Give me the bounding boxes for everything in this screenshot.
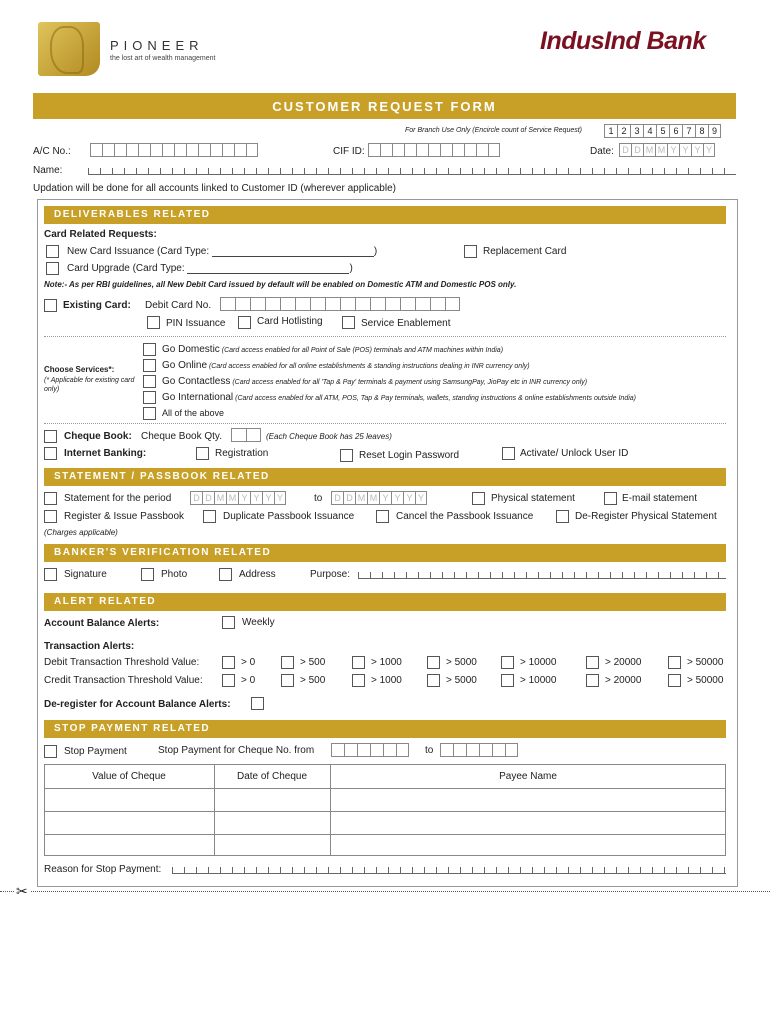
table-cell[interactable] bbox=[45, 789, 213, 810]
date-box[interactable]: M bbox=[355, 491, 367, 505]
char-box[interactable] bbox=[464, 143, 476, 157]
date-box[interactable]: Y bbox=[403, 491, 415, 505]
threshold-label: > 5000 bbox=[446, 675, 477, 686]
hotlisting-checkbox[interactable] bbox=[238, 316, 251, 329]
cut-line bbox=[0, 891, 770, 892]
date-box[interactable]: Y bbox=[379, 491, 391, 505]
existing-card-checkbox[interactable] bbox=[44, 299, 57, 312]
branch-count-box[interactable]: 3 bbox=[630, 124, 643, 138]
hotlisting-label: Card Hotlisting bbox=[257, 316, 323, 327]
statement-from-date[interactable] bbox=[190, 491, 286, 505]
threshold-checkbox[interactable] bbox=[668, 656, 681, 669]
scissors-icon: ✂ bbox=[16, 883, 28, 899]
email-statement-checkbox[interactable] bbox=[604, 492, 617, 505]
threshold-label: > 0 bbox=[241, 675, 256, 686]
address-label: Address bbox=[239, 569, 276, 580]
char-box[interactable] bbox=[370, 743, 383, 757]
replacement-label: Replacement Card bbox=[483, 246, 567, 257]
table-row-divider bbox=[44, 834, 726, 835]
threshold-checkbox[interactable] bbox=[281, 656, 294, 669]
threshold-checkbox[interactable] bbox=[668, 674, 681, 687]
char-box[interactable] bbox=[383, 743, 396, 757]
threshold-label: > 20000 bbox=[605, 675, 642, 686]
date-box[interactable]: Y bbox=[274, 491, 286, 505]
threshold-checkbox[interactable] bbox=[586, 674, 599, 687]
txn-alerts-label: Transaction Alerts: bbox=[44, 641, 135, 652]
char-box[interactable] bbox=[380, 143, 392, 157]
char-box[interactable] bbox=[505, 743, 518, 757]
date-label: Date: bbox=[590, 146, 614, 157]
physical-statement-label: Physical statement bbox=[491, 493, 575, 504]
dereg-alerts-label: De-register for Account Balance Alerts: bbox=[44, 699, 231, 710]
duplicate-passbook-label: Duplicate Passbook Issuance bbox=[223, 511, 355, 522]
brand-name: PIONEER bbox=[110, 38, 204, 53]
date-box[interactable]: D bbox=[202, 491, 214, 505]
char-box[interactable] bbox=[430, 297, 445, 311]
ac-number-field[interactable] bbox=[90, 143, 258, 157]
reason-field[interactable] bbox=[172, 867, 726, 874]
char-box[interactable] bbox=[385, 297, 400, 311]
char-box[interactable] bbox=[138, 143, 150, 157]
balance-alerts-label: Account Balance Alerts: bbox=[44, 618, 160, 629]
threshold-label: > 500 bbox=[300, 657, 326, 668]
char-box[interactable] bbox=[265, 297, 280, 311]
statement-period-label: Statement for the period bbox=[64, 493, 172, 504]
char-box[interactable] bbox=[466, 743, 479, 757]
char-box[interactable] bbox=[396, 743, 409, 757]
branch-count-box[interactable]: 4 bbox=[643, 124, 656, 138]
pioneer-logo-emblem bbox=[50, 26, 84, 74]
activate-checkbox[interactable] bbox=[502, 447, 515, 460]
purpose-field[interactable] bbox=[358, 572, 726, 579]
branch-count-box[interactable]: 1 bbox=[604, 124, 617, 138]
cheque-note: (Each Cheque Book has 25 leaves) bbox=[266, 432, 392, 441]
credit-threshold-label: Credit Transaction Threshold Value: bbox=[44, 675, 203, 686]
divider bbox=[44, 336, 726, 337]
debit-threshold-label: Debit Transaction Threshold Value: bbox=[44, 657, 200, 668]
photo-label: Photo bbox=[161, 569, 188, 580]
card-requests-label: Card Related Requests: bbox=[44, 229, 157, 240]
date-box[interactable]: M bbox=[214, 491, 226, 505]
existing-card-label: Existing Card: bbox=[63, 300, 131, 311]
cheque-book-checkbox[interactable] bbox=[44, 430, 57, 443]
choose-services-label: Choose Services*: bbox=[44, 365, 115, 374]
threshold-label: > 10000 bbox=[520, 657, 557, 668]
threshold-checkbox[interactable] bbox=[427, 674, 440, 687]
service-checkbox[interactable] bbox=[143, 375, 156, 388]
char-box[interactable] bbox=[150, 143, 162, 157]
date-box[interactable]: Y bbox=[691, 143, 703, 157]
ac-label: A/C No.: bbox=[33, 146, 71, 157]
rbi-note: Note:- As per RBI guidelines, all New Debit Card issued by default will be enabled on Domestic ATM and Domestic POS only. bbox=[44, 280, 517, 289]
threshold-label: > 50000 bbox=[687, 657, 724, 668]
cheque-qty-label: Cheque Book Qty. bbox=[141, 431, 222, 442]
form-title: CUSTOMER REQUEST FORM bbox=[272, 99, 497, 114]
date-box[interactable]: D bbox=[343, 491, 355, 505]
reset-pwd-label: Reset Login Password bbox=[359, 450, 460, 461]
char-box[interactable] bbox=[250, 297, 265, 311]
pin-label: PIN Issuance bbox=[166, 318, 226, 329]
char-box[interactable] bbox=[331, 743, 344, 757]
debit-card-field[interactable] bbox=[220, 297, 460, 311]
char-box[interactable] bbox=[452, 143, 464, 157]
internet-banking-checkbox[interactable] bbox=[44, 447, 57, 460]
threshold-checkbox[interactable] bbox=[222, 656, 235, 669]
purpose-label: Purpose: bbox=[310, 569, 351, 580]
date-box[interactable]: Y bbox=[679, 143, 691, 157]
cheque-book-label: Cheque Book: bbox=[64, 431, 132, 442]
register-passbook-checkbox[interactable] bbox=[44, 510, 57, 523]
branch-count-box[interactable]: 9 bbox=[708, 124, 721, 138]
char-box[interactable] bbox=[220, 297, 235, 311]
char-box[interactable] bbox=[222, 143, 234, 157]
date-box[interactable]: Y bbox=[262, 491, 274, 505]
stop-payment-checkbox[interactable] bbox=[44, 745, 57, 758]
choose-services-note: (* Applicable for existing card only) bbox=[44, 377, 135, 393]
threshold-checkbox[interactable] bbox=[352, 674, 365, 687]
char-box[interactable] bbox=[415, 297, 430, 311]
service-label: Go Online (Card access enabled for all online establishments & standing instructions dealing in INR currency only) bbox=[162, 360, 530, 371]
char-box[interactable] bbox=[440, 743, 453, 757]
char-box[interactable] bbox=[114, 143, 126, 157]
date-box[interactable]: D bbox=[631, 143, 643, 157]
date-box[interactable]: D bbox=[190, 491, 202, 505]
date-box[interactable]: Y bbox=[391, 491, 403, 505]
char-box[interactable] bbox=[162, 143, 174, 157]
signature-checkbox[interactable] bbox=[44, 568, 57, 581]
cif-label: CIF ID: bbox=[333, 146, 365, 157]
char-box[interactable] bbox=[368, 143, 380, 157]
cif-id-field[interactable] bbox=[368, 143, 500, 157]
date-box[interactable]: M bbox=[226, 491, 238, 505]
service-checkbox[interactable] bbox=[143, 359, 156, 372]
service-enable-checkbox[interactable] bbox=[342, 316, 355, 329]
threshold-checkbox[interactable] bbox=[352, 656, 365, 669]
new-card-label: New Card Issuance (Card Type: ) bbox=[67, 246, 378, 257]
service-label: Go International (Card access enabled for all ATM, POS, Tap & Pay terminals, wallets, standing instructions & online establishments outside India) bbox=[162, 392, 636, 403]
divider bbox=[44, 423, 726, 424]
reset-pwd-checkbox[interactable] bbox=[340, 449, 353, 462]
debit-card-label: Debit Card No. bbox=[145, 300, 212, 311]
deregister-statement-checkbox[interactable] bbox=[556, 510, 569, 523]
date-box[interactable]: M bbox=[367, 491, 379, 505]
col-value-header: Value of Cheque bbox=[92, 771, 166, 782]
deregister-statement-label: De-Register Physical Statement bbox=[575, 511, 717, 522]
char-box[interactable] bbox=[325, 297, 340, 311]
internet-banking-label: Internet Banking: bbox=[64, 448, 147, 459]
char-box[interactable] bbox=[355, 297, 370, 311]
char-box[interactable] bbox=[246, 428, 261, 442]
threshold-label: > 50000 bbox=[687, 675, 724, 686]
date-field[interactable] bbox=[619, 143, 715, 157]
threshold-label: > 1000 bbox=[371, 675, 402, 686]
service-label: Go Contactless (Card access enabled for all 'Tap & Pay' terminals & payment using SamsungPay, JioPay etc in INR currency only) bbox=[162, 376, 588, 387]
branch-count-box[interactable]: 6 bbox=[669, 124, 682, 138]
char-box[interactable] bbox=[370, 297, 385, 311]
branch-count-box[interactable]: 5 bbox=[656, 124, 669, 138]
stop-payment-label: Stop Payment bbox=[64, 746, 127, 757]
date-box[interactable]: Y bbox=[667, 143, 679, 157]
char-box[interactable] bbox=[234, 143, 246, 157]
char-box[interactable] bbox=[404, 143, 416, 157]
date-box[interactable]: Y bbox=[415, 491, 427, 505]
stop-from-label: Stop Payment for Cheque No. from bbox=[158, 745, 315, 756]
date-box[interactable]: D bbox=[619, 143, 631, 157]
threshold-label: > 10000 bbox=[520, 675, 557, 686]
stop-to-field[interactable] bbox=[440, 743, 518, 757]
stop-payment-title: STOP PAYMENT RELATED bbox=[54, 723, 211, 734]
dereg-alerts-checkbox[interactable] bbox=[251, 697, 264, 710]
threshold-label: > 500 bbox=[300, 675, 326, 686]
activate-label: Activate/ Unlock User ID bbox=[520, 448, 629, 459]
threshold-label: > 0 bbox=[241, 657, 256, 668]
col-date-header: Date of Cheque bbox=[236, 771, 308, 782]
bank-logo: IndusInd Bank bbox=[540, 27, 706, 55]
physical-statement-checkbox[interactable] bbox=[472, 492, 485, 505]
banker-title: BANKER'S VERIFICATION RELATED bbox=[54, 547, 272, 558]
date-box[interactable]: M bbox=[643, 143, 655, 157]
registration-checkbox[interactable] bbox=[196, 447, 209, 460]
service-enable-label: Service Enablement bbox=[361, 318, 451, 329]
char-box[interactable] bbox=[476, 143, 488, 157]
upgrade-label: Card Upgrade (Card Type: ) bbox=[67, 263, 353, 274]
updation-note: Updation will be done for all accounts linked to Customer ID (wherever applicable) bbox=[33, 183, 396, 194]
upgrade-type-field[interactable] bbox=[187, 273, 349, 274]
stop-to-label: to bbox=[425, 745, 434, 756]
new-card-checkbox[interactable] bbox=[46, 245, 59, 258]
statement-to-date[interactable] bbox=[331, 491, 427, 505]
threshold-checkbox[interactable] bbox=[586, 656, 599, 669]
char-box[interactable] bbox=[392, 143, 404, 157]
date-box[interactable]: D bbox=[331, 491, 343, 505]
char-box[interactable] bbox=[295, 297, 310, 311]
char-box[interactable] bbox=[453, 743, 466, 757]
char-box[interactable] bbox=[198, 143, 210, 157]
duplicate-passbook-checkbox[interactable] bbox=[203, 510, 216, 523]
cancel-passbook-label: Cancel the Passbook Issuance bbox=[396, 511, 534, 522]
photo-checkbox[interactable] bbox=[141, 568, 154, 581]
weekly-label: Weekly bbox=[242, 617, 275, 628]
charges-note: (Charges applicable) bbox=[44, 528, 118, 537]
email-statement-label: E-mail statement bbox=[622, 493, 698, 504]
date-box[interactable]: M bbox=[655, 143, 667, 157]
service-label: Go Domestic (Card access enabled for all Point of Sale (POS) terminals and ATM machines within India) bbox=[162, 344, 504, 355]
col-payee-header: Payee Name bbox=[499, 771, 557, 782]
date-box[interactable]: Y bbox=[703, 143, 715, 157]
threshold-label: > 5000 bbox=[446, 657, 477, 668]
char-box[interactable] bbox=[235, 297, 250, 311]
registration-label: Registration bbox=[215, 448, 269, 459]
branch-count-box[interactable]: 2 bbox=[617, 124, 630, 138]
branch-count-box[interactable]: 8 bbox=[695, 124, 708, 138]
threshold-label: > 20000 bbox=[605, 657, 642, 668]
service-label: All of the above bbox=[162, 408, 225, 418]
cheque-qty-field[interactable] bbox=[231, 428, 261, 442]
date-box[interactable]: Y bbox=[238, 491, 250, 505]
char-box[interactable] bbox=[210, 143, 222, 157]
table-row-divider bbox=[44, 811, 726, 812]
char-box[interactable] bbox=[488, 143, 500, 157]
threshold-checkbox[interactable] bbox=[281, 674, 294, 687]
char-box[interactable] bbox=[416, 143, 428, 157]
name-label: Name: bbox=[33, 165, 63, 176]
weekly-checkbox[interactable] bbox=[222, 616, 235, 629]
statement-period-checkbox[interactable] bbox=[44, 492, 57, 505]
char-box[interactable] bbox=[428, 143, 440, 157]
char-box[interactable] bbox=[186, 143, 198, 157]
threshold-label: > 1000 bbox=[371, 657, 402, 668]
statement-to-label: to bbox=[314, 493, 323, 504]
threshold-checkbox[interactable] bbox=[427, 656, 440, 669]
cancel-passbook-checkbox[interactable] bbox=[376, 510, 389, 523]
char-box[interactable] bbox=[280, 297, 295, 311]
brand-tagline: the lost art of wealth management bbox=[110, 55, 216, 62]
char-box[interactable] bbox=[440, 143, 452, 157]
table-cell[interactable] bbox=[215, 789, 329, 810]
char-box[interactable] bbox=[174, 143, 186, 157]
char-box[interactable] bbox=[310, 297, 325, 311]
char-box[interactable] bbox=[102, 143, 114, 157]
service-checkbox[interactable] bbox=[143, 343, 156, 356]
branch-use-note: For Branch Use Only (Encircle count of Service Request) bbox=[405, 127, 583, 134]
branch-count-boxes bbox=[604, 124, 721, 138]
register-passbook-label: Register & Issue Passbook bbox=[64, 511, 185, 522]
stop-from-field[interactable] bbox=[331, 743, 409, 757]
service-checkbox[interactable] bbox=[143, 407, 156, 420]
branch-count-box[interactable]: 7 bbox=[682, 124, 695, 138]
deliverables-title: DELIVERABLES RELATED bbox=[54, 209, 211, 220]
signature-label: Signature bbox=[64, 569, 107, 580]
char-box[interactable] bbox=[445, 297, 460, 311]
char-box[interactable] bbox=[479, 743, 492, 757]
alert-title: ALERT RELATED bbox=[54, 596, 157, 607]
reason-label: Reason for Stop Payment: bbox=[44, 864, 162, 875]
statement-title: STATEMENT / PASSBOOK RELATED bbox=[54, 471, 270, 482]
new-card-type-field[interactable] bbox=[212, 256, 374, 257]
replacement-checkbox[interactable] bbox=[464, 245, 477, 258]
threshold-checkbox[interactable] bbox=[501, 674, 514, 687]
char-box[interactable] bbox=[400, 297, 415, 311]
date-box[interactable]: Y bbox=[250, 491, 262, 505]
threshold-checkbox[interactable] bbox=[222, 674, 235, 687]
table-cell[interactable] bbox=[331, 789, 725, 810]
char-box[interactable] bbox=[344, 743, 357, 757]
threshold-checkbox[interactable] bbox=[501, 656, 514, 669]
service-checkbox[interactable] bbox=[143, 391, 156, 404]
char-box[interactable] bbox=[357, 743, 370, 757]
char-box[interactable] bbox=[126, 143, 138, 157]
char-box[interactable] bbox=[90, 143, 102, 157]
char-box[interactable] bbox=[340, 297, 355, 311]
char-box[interactable] bbox=[246, 143, 258, 157]
upgrade-checkbox[interactable] bbox=[46, 262, 59, 275]
char-box[interactable] bbox=[492, 743, 505, 757]
name-field[interactable] bbox=[88, 168, 736, 175]
char-box[interactable] bbox=[231, 428, 246, 442]
pin-checkbox[interactable] bbox=[147, 316, 160, 329]
address-checkbox[interactable] bbox=[219, 568, 232, 581]
